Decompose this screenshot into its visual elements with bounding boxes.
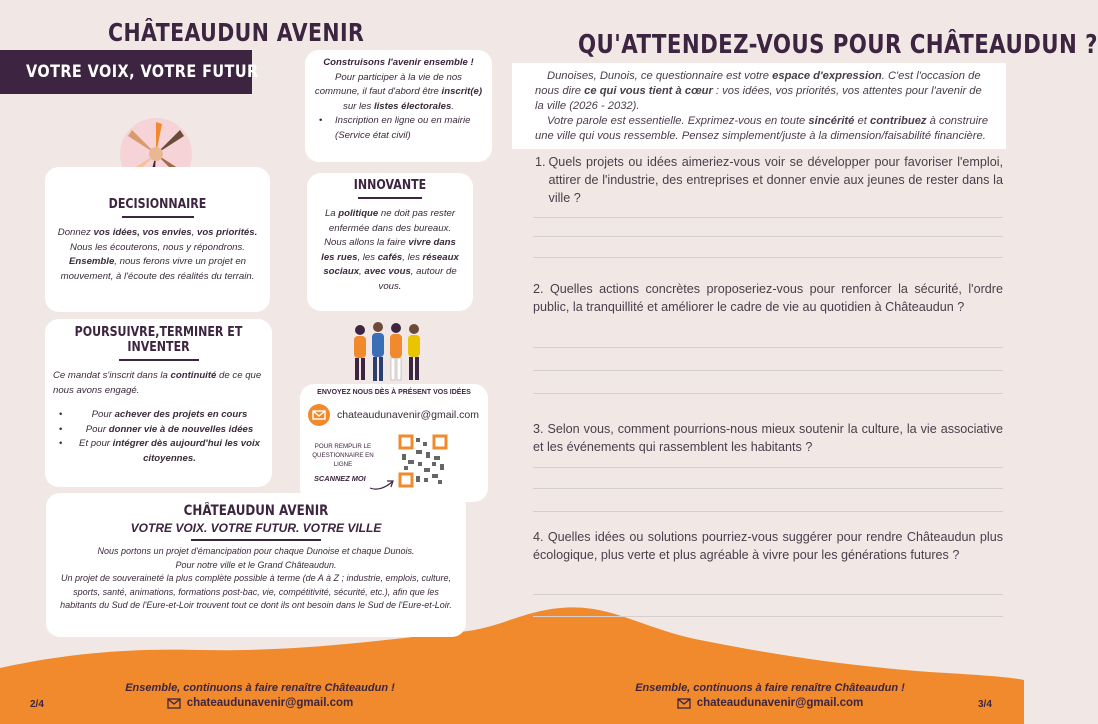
answer-line[interactable] (533, 236, 1003, 237)
left-page-number: 2/4 (30, 699, 44, 710)
poursuivre-bullet-1: • Pour achever des projets en cours (53, 408, 264, 423)
answer-line[interactable] (533, 217, 1003, 218)
poursuivre-card (45, 319, 272, 487)
innovante-title: INNOVANTE (353, 178, 427, 193)
left-footer-email[interactable]: chateaudunavenir@gmail.com (186, 697, 354, 709)
intro-paragraph-2: Votre parole est essentielle. Exprimez-vous en toute sincérité et contribuez à construire une ville qui vous ressemble. Pensez simplement/juste à la dimension/faisabilité financière. (535, 115, 989, 142)
contact-card (300, 384, 488, 502)
poursuivre-bullets (53, 408, 264, 466)
question-1 (535, 153, 1003, 207)
qr-code-icon[interactable] (398, 434, 448, 488)
left-footer-email-row (140, 697, 380, 709)
poursuivre-title-2: INVENTER (127, 340, 190, 355)
answer-line[interactable] (533, 616, 1003, 617)
question-3: 3. Selon vous, comment pourrions-nous mieux soutenir la culture, la vie associative et les événements qui rassemblent les habitants ? (533, 422, 1003, 454)
scan-me: SCANNEZ MOI (314, 474, 366, 483)
decisionnaire-rule (122, 216, 194, 218)
left-footer-text: Ensemble, continuons à faire renaître Châteaudun ! (125, 682, 395, 694)
electoral-registration-card (305, 50, 492, 162)
answer-line[interactable] (533, 347, 1003, 348)
answer-line[interactable] (533, 511, 1003, 512)
poursuivre-text: Ce mandat s'inscrit dans la continuité de ce que nous avons engagé. (53, 370, 262, 396)
intro-bullet: • Inscription en ligne ou en mairie (Service état civil) (313, 114, 484, 143)
right-footer-text: Ensemble, continuons à faire renaître Châteaudun ! (635, 682, 905, 694)
bottom-card-p3: Un projet de souveraineté la plus complète possible à terme (de A à Z ; industrie, emplois, culture, sports, santé, animations, formations post-bac, vie, compétitivité, sécurité, etc.), afin que les habitants du Sud de l'Eure-et-Loir trouvent tout ce dont ils ont besoin dans le Sud de l'Eure-et-Loir. (60, 573, 452, 610)
question-2: 2. Quelles actions concrètes proposeriez-vous pour renforcer la sécurité, l'ordre public, la tranquillité et améliorer le cadre de vie au quotidien à Châteaudun ? (533, 282, 1003, 314)
contact-title: ENVOYEZ NOUS DÈS À PRÉSENT VOS IDÉES (317, 389, 471, 396)
questionnaire-intro (512, 63, 1006, 149)
answer-line[interactable] (533, 393, 1003, 394)
answer-line[interactable] (533, 594, 1003, 595)
innovante-rule (358, 197, 422, 199)
answer-line[interactable] (533, 467, 1003, 468)
poursuivre-bullet-2: • Pour donner vie à de nouvelles idées (53, 423, 264, 438)
questionnaire-title: QU'ATTENDEZ-VOUS POUR CHÂTEAUDUN ? (578, 30, 1098, 60)
poursuivre-title-1: POURSUIVRE,TERMINER ET (74, 325, 243, 340)
chateaudun-avenir-card (46, 493, 466, 637)
innovante-text: La politique ne doit pas rester enfermée dans des bureaux. Nous allons la faire vivre dans les rues, les cafés, les réseaux sociaux, avec vous, autour de vous. (321, 208, 459, 292)
qr-text: POUR REMPLIR LE QUESTIONNAIRE EN LIGNE (312, 443, 374, 468)
question-1-text: Quels projets ou idées aimeriez-vous voir se développer pour favoriser l'emploi, attirer de l'industrie, des entreprises et donner envie aux jeunes de rester dans la ville ? (548, 155, 1003, 205)
intro-title: Construisons l'avenir ensemble ! (323, 57, 474, 68)
right-footer-email-row (650, 697, 890, 709)
people-group-illustration (348, 318, 430, 384)
answer-line[interactable] (533, 370, 1003, 371)
question-4: 4. Quelles idées ou solutions pourriez-vous suggérer pour rendre Châteaudun plus écologique, plus verte et plus agréable à vivre pour les générations futures ? (533, 530, 1003, 562)
intro-paragraph-1: Dunoises, Dunois, ce questionnaire est votre espace d'expression. C'est l'occasion de nous dire ce qui vous tient à cœur : vos idées, vos priorités, vos attentes pour l'avenir de la ville (2026 - 2032). (535, 70, 982, 112)
innovante-card (307, 173, 473, 311)
poursuivre-rule (119, 359, 199, 361)
contact-email[interactable]: chateaudunavenir@gmail.com (337, 409, 479, 421)
bottom-card-title: CHÂTEAUDUN AVENIR (183, 503, 329, 519)
envelope-icon (677, 697, 691, 709)
bottom-card-p2: Pour notre ville et le Grand Châteaudun. (175, 559, 337, 570)
contact-email-row (308, 404, 480, 426)
decisionnaire-text: Donnez vos idées, vos envies, vos priorités. Nous les écouterons, nous y répondrons. Ensemble, nous ferons vivre un projet en mouvement, à l'écoute des réalités du terrain. (57, 227, 258, 282)
bottom-card-subtitle: VOTRE VOIX. VOTRE FUTUR. VOTRE VILLE (130, 521, 382, 535)
right-page-number: 3/4 (978, 699, 992, 710)
header-title: CHÂTEAUDUN AVENIR (108, 18, 365, 47)
bottom-card-p1: Nous portons un projet d'émancipation pour chaque Dunoise et chaque Dunois. (97, 546, 415, 556)
answer-line[interactable] (533, 488, 1003, 489)
intro-bullets (313, 114, 484, 143)
right-footer-email[interactable]: chateaudunavenir@gmail.com (696, 697, 864, 709)
intro-text: Pour participer à la vie de nos commune, il faut d'abord être inscrit(e) sur les listes électorales. (314, 71, 483, 112)
envelope-icon (167, 697, 181, 709)
bottom-card-rule (191, 539, 321, 541)
arrow-icon (368, 478, 396, 492)
question-1-number: 1. (535, 155, 546, 169)
answer-line[interactable] (533, 257, 1003, 258)
banner-text: VOTRE VOIX, VOTRE FUTUR (26, 62, 259, 82)
email-icon (308, 404, 330, 426)
decisionnaire-card (45, 167, 270, 312)
header-banner (0, 50, 259, 94)
decisionnaire-title: DECISIONNAIRE (108, 197, 207, 212)
poursuivre-bullet-3: • Et pour intégrer dès aujourd'hui les voix citoyennes. (53, 437, 264, 466)
